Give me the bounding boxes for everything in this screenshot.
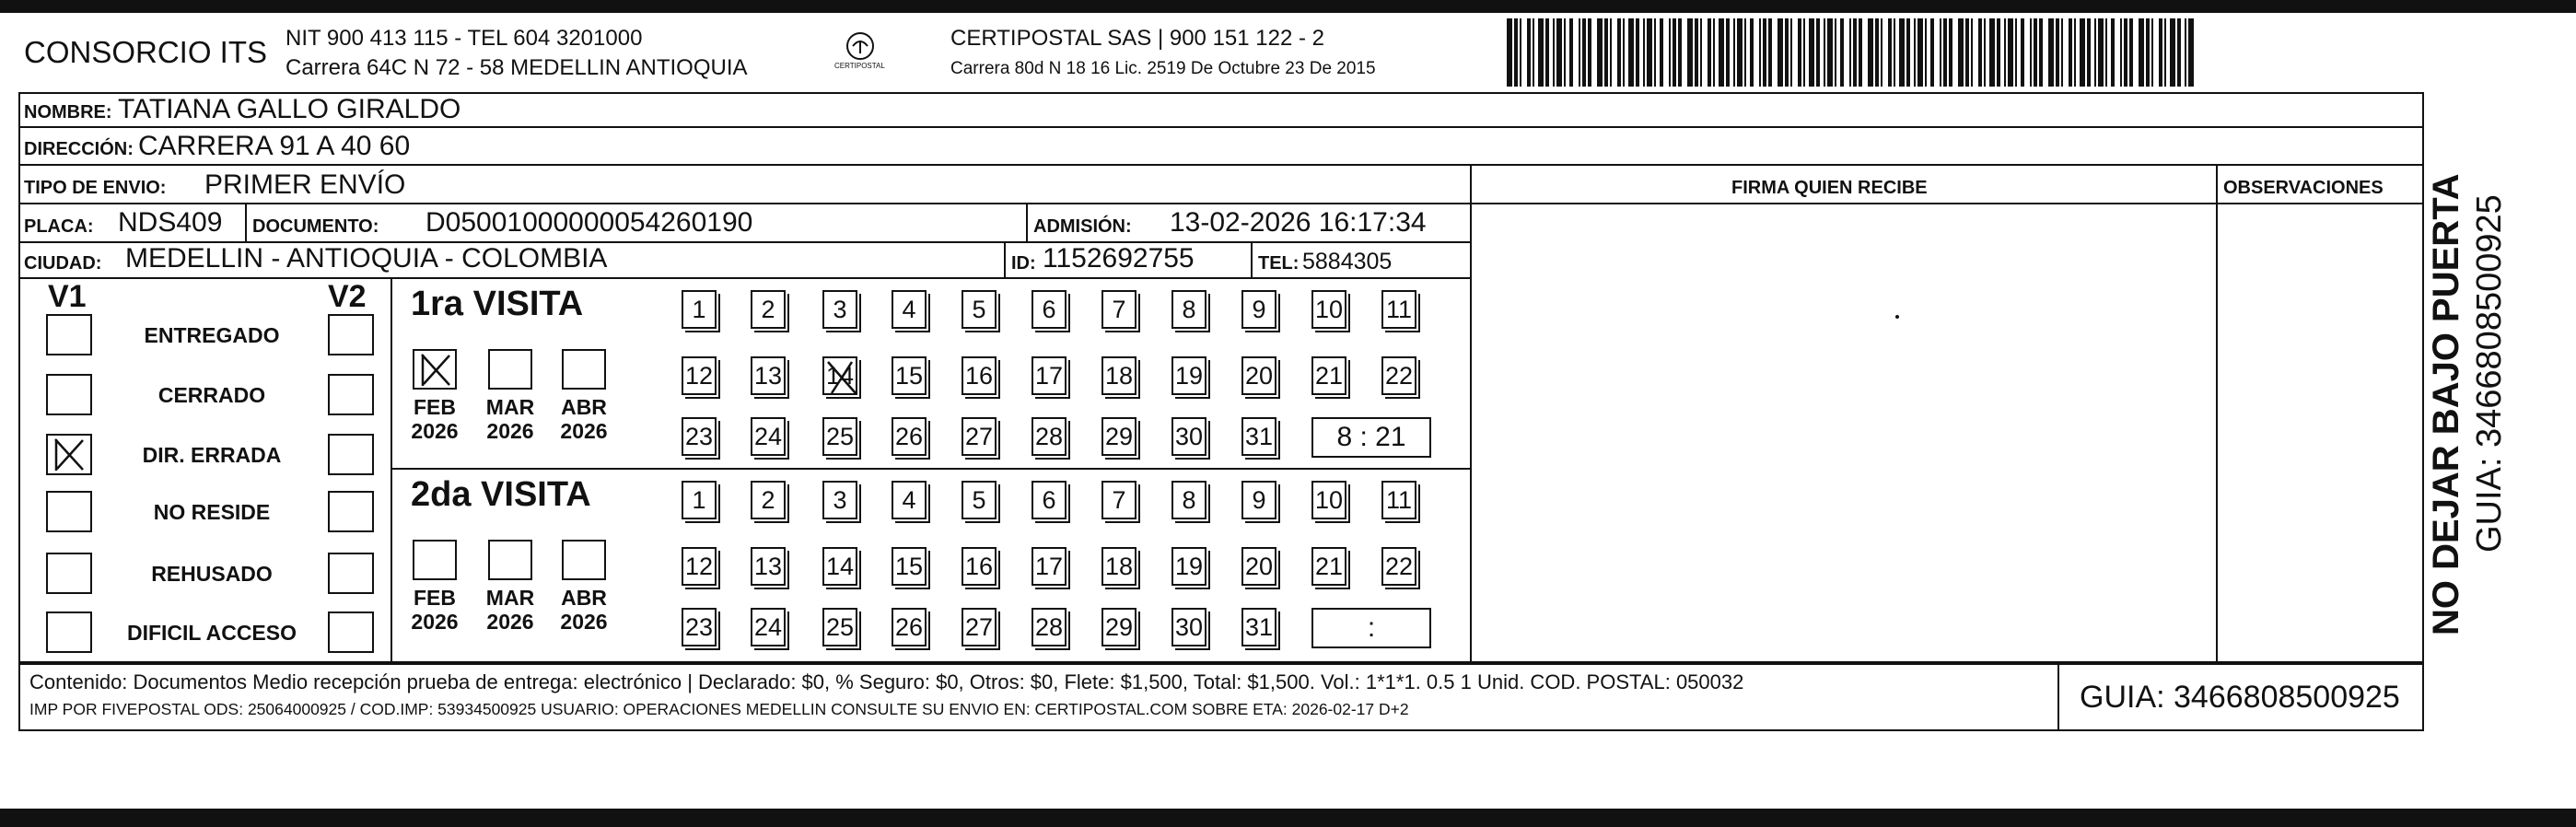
day-box-2[interactable]: 2 (751, 290, 786, 329)
day-box-14[interactable]: 14 (822, 356, 857, 395)
day-box-1[interactable]: 1 (682, 290, 717, 329)
logo-text: CERTIPOSTAL (834, 62, 885, 70)
day-box-17[interactable]: 17 (1032, 547, 1067, 586)
v1-label: V1 (48, 279, 87, 314)
top-border (0, 0, 2576, 13)
month-box-feb[interactable] (413, 349, 457, 390)
col-line (2057, 663, 2059, 729)
checkbox-v2-rehusado[interactable] (328, 553, 374, 594)
day-box-6[interactable]: 6 (1032, 481, 1067, 519)
day-box-27[interactable]: 27 (962, 608, 997, 646)
checkbox-v2-dir-errada[interactable] (328, 434, 374, 475)
day-box-24[interactable]: 24 (751, 417, 786, 456)
day-box-22[interactable]: 22 (1381, 356, 1416, 395)
status-label: NO RESIDE (153, 500, 271, 524)
checkbox-v2-cerrado[interactable] (328, 374, 374, 415)
day-box-12[interactable]: 12 (682, 356, 717, 395)
direccion-value: CARRERA 91 A 40 60 (138, 131, 411, 161)
day-box-29[interactable]: 29 (1102, 608, 1136, 646)
col-line (18, 663, 20, 729)
checkbox-v2-dificil-acceso[interactable] (328, 612, 374, 653)
day-box-19[interactable]: 19 (1171, 356, 1206, 395)
id-value: 1152692755 (1043, 243, 1195, 274)
ciudad-label: CIUDAD: (24, 253, 102, 274)
col-line (1026, 203, 1028, 241)
day-box-25[interactable]: 25 (822, 608, 857, 646)
day-box-20[interactable]: 20 (1241, 547, 1276, 586)
admision-label: ADMISIÓN: (1033, 216, 1132, 237)
checkbox-v2-entregado[interactable] (328, 314, 374, 355)
month-label: FEB 2026 (411, 395, 459, 444)
day-box-10[interactable]: 10 (1311, 290, 1346, 329)
footer-guia: GUIA: 3466808500925 (2080, 680, 2400, 715)
day-box-11[interactable]: 11 (1381, 481, 1416, 519)
col-line (245, 203, 247, 241)
day-box-23[interactable]: 23 (682, 608, 717, 646)
day-box-6[interactable]: 6 (1032, 290, 1067, 329)
day-box-21[interactable]: 21 (1311, 547, 1346, 586)
direccion-label: DIRECCIÓN: (24, 139, 134, 159)
company-address: Carrera 64C N 72 - 58 MEDELLIN ANTIOQUIA (286, 55, 748, 80)
nombre-value: TATIANA GALLO GIRALDO (118, 94, 461, 124)
day-box-2[interactable]: 2 (751, 481, 786, 519)
day-box-31[interactable]: 31 (1241, 417, 1276, 456)
day-box-4[interactable]: 4 (892, 290, 927, 329)
carrier-name: CERTIPOSTAL SAS | 900 151 122 - 2 (950, 26, 1324, 51)
day-box-5[interactable]: 5 (962, 290, 997, 329)
day-box-18[interactable]: 18 (1102, 547, 1136, 586)
checkbox-v1-entregado[interactable] (46, 314, 92, 355)
day-box-27[interactable]: 27 (962, 417, 997, 456)
day-box-13[interactable]: 13 (751, 356, 786, 395)
signature-mark (1895, 315, 1899, 319)
imp-text: IMP POR FIVEPOSTAL ODS: 25064000925 / COD.IMP: 53934500925 USUARIO: OPERACIONES MEDELLIN CONSULTE SU ENVIO EN: CERTIPOSTAL.COM SOBRE ETA: 2026-02-17 D+2 (29, 700, 1409, 718)
day-box-18[interactable]: 18 (1102, 356, 1136, 395)
day-box-14[interactable]: 14 (822, 547, 857, 586)
row-line (18, 277, 1470, 279)
certipostal-logo (833, 26, 888, 81)
day-box-19[interactable]: 19 (1171, 547, 1206, 586)
tel-label: TEL: (1258, 253, 1300, 274)
day-box-3[interactable]: 3 (822, 290, 857, 329)
month-box-mar[interactable] (488, 349, 532, 390)
day-box-16[interactable]: 16 (962, 356, 997, 395)
month-label: MAR 2026 (485, 395, 535, 444)
col-line (2422, 663, 2424, 729)
status-label: ENTREGADO (144, 323, 280, 347)
day-box-13[interactable]: 13 (751, 547, 786, 586)
company-nit: NIT 900 413 115 - TEL 604 3201000 (286, 26, 643, 51)
month-label: ABR 2026 (560, 395, 608, 444)
bottom-border (0, 809, 2576, 827)
day-box-12[interactable]: 12 (682, 547, 717, 586)
checkbox-v1-rehusado[interactable] (46, 553, 92, 594)
day-box-11[interactable]: 11 (1381, 290, 1416, 329)
ciudad-value: MEDELLIN - ANTIOQUIA - COLOMBIA (125, 243, 608, 274)
row-line (18, 126, 2424, 128)
carrier-address: Carrera 80d N 18 16 Lic. 2519 De Octubre 23 De 2015 (950, 59, 1376, 78)
day-box-5[interactable]: 5 (962, 481, 997, 519)
documento-value: D05001000000054260190 (425, 207, 753, 238)
month-box-mar[interactable] (488, 540, 532, 580)
row-line (18, 729, 2424, 731)
company-name: CONSORCIO ITS (24, 35, 268, 69)
admision-value: 13-02-2026 16:17:34 (1170, 207, 1427, 238)
checkbox-v1-cerrado[interactable] (46, 374, 92, 415)
row-line (18, 663, 2424, 665)
status-label: CERRADO (157, 383, 266, 407)
col-line (2216, 164, 2218, 663)
firma-header: FIRMA QUIEN RECIBE (1731, 178, 1928, 198)
month-box-abr[interactable] (562, 349, 606, 390)
no-dejar-bajo-puerta: NO DEJAR BAJO PUERTA (2426, 173, 2466, 635)
visit-time-box[interactable]: 8 : 21 (1311, 417, 1431, 458)
documento-label: DOCUMENTO: (252, 216, 379, 237)
day-box-9[interactable]: 9 (1241, 290, 1276, 329)
day-box-10[interactable]: 10 (1311, 481, 1346, 519)
placa-value: NDS409 (118, 207, 223, 238)
checkbox-v1-no-reside[interactable] (46, 491, 92, 532)
day-box-4[interactable]: 4 (892, 481, 927, 519)
day-box-20[interactable]: 20 (1241, 356, 1276, 395)
col-line (390, 277, 392, 663)
visit-title: 2da VISITA (411, 475, 591, 514)
day-box-28[interactable]: 28 (1032, 608, 1067, 646)
day-box-7[interactable]: 7 (1102, 481, 1136, 519)
observaciones-header: OBSERVACIONES (2223, 178, 2384, 198)
day-box-21[interactable]: 21 (1311, 356, 1346, 395)
day-box-8[interactable]: 8 (1171, 481, 1206, 519)
barcode (1507, 18, 2194, 87)
checkbox-v1-dir-errada[interactable] (46, 434, 92, 475)
status-label: DIFICIL ACCESO (126, 621, 297, 645)
day-box-31[interactable]: 31 (1241, 608, 1276, 646)
checkbox-v1-dificil-acceso[interactable] (46, 612, 92, 653)
day-box-26[interactable]: 26 (892, 417, 927, 456)
day-box-15[interactable]: 15 (892, 547, 927, 586)
v2-label: V2 (328, 279, 367, 314)
day-box-15[interactable]: 15 (892, 356, 927, 395)
placa-label: PLACA: (24, 216, 94, 237)
visit-time-box[interactable]: : (1311, 608, 1431, 648)
month-box-feb[interactable] (413, 540, 457, 580)
visit-title: 1ra VISITA (411, 285, 584, 323)
month-label: MAR 2026 (485, 586, 535, 635)
day-box-3[interactable]: 3 (822, 481, 857, 519)
tel-value: 5884305 (1302, 249, 1393, 274)
day-box-9[interactable]: 9 (1241, 481, 1276, 519)
status-label: DIR. ERRADA (142, 443, 282, 467)
col-line (1470, 164, 1472, 663)
day-box-16[interactable]: 16 (962, 547, 997, 586)
contenido-text: Contenido: Documentos Medio recepción prueba de entrega: electrónico | Declarado: $0, % Seguro: $0, Otros: $0, Flete: $1,500, Total: $1,500. Vol.: 1*1*1. 0.5 1 Unid. COD. POSTAL: 050032 (29, 670, 1744, 693)
day-box-22[interactable]: 22 (1381, 547, 1416, 586)
day-box-25[interactable]: 25 (822, 417, 857, 456)
day-box-30[interactable]: 30 (1171, 608, 1206, 646)
day-box-30[interactable]: 30 (1171, 417, 1206, 456)
day-box-24[interactable]: 24 (751, 608, 786, 646)
day-box-8[interactable]: 8 (1171, 290, 1206, 329)
day-box-26[interactable]: 26 (892, 608, 927, 646)
nombre-label: NOMBRE: (24, 102, 112, 122)
side-guia: GUIA: 3466808500925 (2470, 194, 2509, 553)
status-label: REHUSADO (151, 562, 273, 586)
day-box-7[interactable]: 7 (1102, 290, 1136, 329)
day-box-29[interactable]: 29 (1102, 417, 1136, 456)
tipo-envio-value: PRIMER ENVÍO (204, 169, 406, 200)
day-box-28[interactable]: 28 (1032, 417, 1067, 456)
col-line (1004, 241, 1006, 277)
day-box-23[interactable]: 23 (682, 417, 717, 456)
month-label: ABR 2026 (560, 586, 608, 635)
day-box-17[interactable]: 17 (1032, 356, 1067, 395)
month-box-abr[interactable] (562, 540, 606, 580)
tipo-envio-label: TIPO DE ENVIO: (24, 178, 167, 198)
month-label: FEB 2026 (411, 586, 459, 635)
day-box-1[interactable]: 1 (682, 481, 717, 519)
row-line (18, 164, 2424, 166)
id-label: ID: (1011, 253, 1036, 274)
checkbox-v2-no-reside[interactable] (328, 491, 374, 532)
row-line (18, 203, 2424, 204)
row-line (390, 468, 1470, 470)
col-line (1251, 241, 1253, 277)
